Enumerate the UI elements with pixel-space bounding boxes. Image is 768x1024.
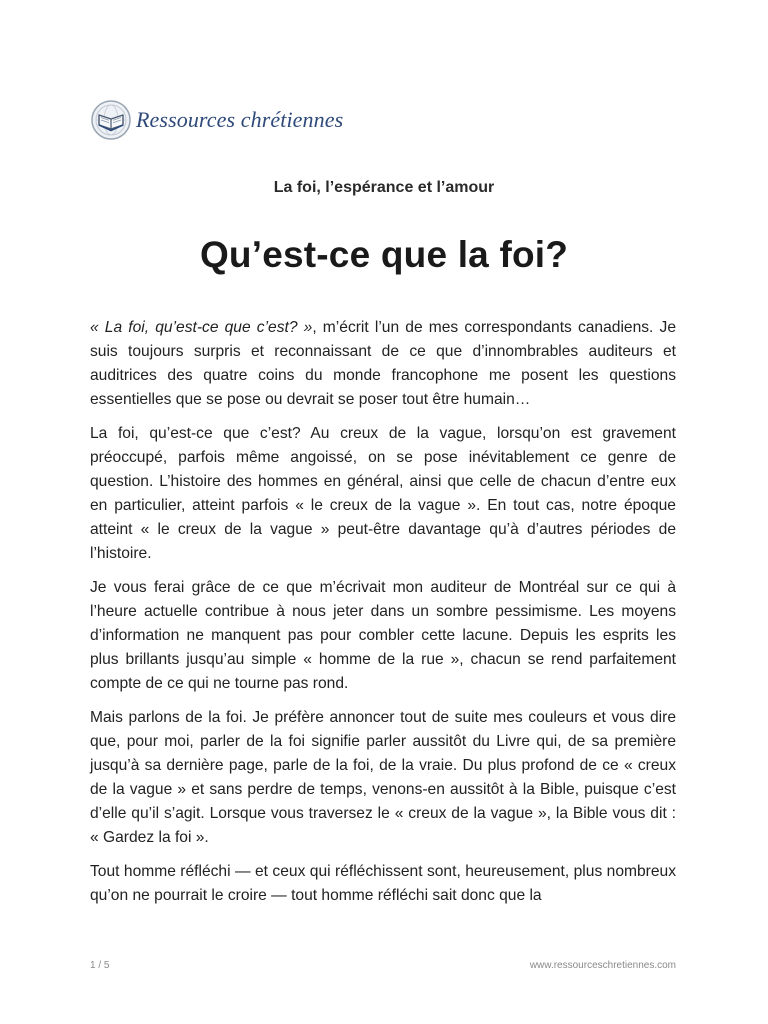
paragraph-2: La foi, qu’est-ce que c’est? Au creux de la vague, lorsqu’on est gravement préoccupé, parfois même angoissé, on se pose inévitablement ce genre de question. L’histoire des hommes en général, ainsi que celle de chacun d’entre eux en particulier, atteint parfois « le creux de la vague ». En tout cas, notre époque atteint « le creux de la vague » peut-être davantage qu’à d’autres périodes de l’histoire. [90, 425, 676, 562]
logo-wordmark: Ressources chrétiennes [136, 107, 344, 132]
paragraph-1 [90, 316, 676, 412]
footer-url-link[interactable]: www.ressourceschretiennes.com [529, 960, 676, 971]
page-number: 1 / 5 [90, 960, 110, 971]
series-title: La foi, l’espérance et l’amour [273, 179, 495, 196]
paragraph-text: , m’écrit l’un de mes correspondants canadiens. Je suis toujours surpris et reconnaissant de ce que d’innombrables auditeurs et auditrices des quatre coins du monde francophone me posent les questions essentielles que se pose ou devrait se poser tout être humain… [90, 319, 676, 408]
paragraph-5: Tout homme réfléchi — et ceux qui réfléchissent sont, heureusement, plus nombreux qu’on ne pourrait le croire — tout homme réfléchi sait donc que la [90, 863, 676, 904]
site-logo[interactable] [90, 99, 343, 141]
paragraph-3: Je vous ferai grâce de ce que m’écrivait mon auditeur de Montréal sur ce qui à l’heure actuelle contribue à nous jeter dans un sombre pessimisme. Les moyens d’information ne manquent pas pour combler cette lacune. Depuis les esprits les plus brillants jusqu’au simple « homme de la rue », chacun se rend parfaitement compte de ce qui ne tourne pas rond. [90, 579, 676, 692]
quoted-question: « La foi, qu’est-ce que c’est? » [90, 319, 313, 336]
book-globe-icon [90, 99, 132, 141]
page-title: Qu’est-ce que la foi? [199, 234, 569, 275]
article-body [90, 316, 676, 918]
paragraph-4: Mais parlons de la foi. Je préfère annoncer tout de suite mes couleurs et vous dire que, pour moi, parler de la foi signifie parler aussitôt du Livre qui, de sa première jusqu’à sa dernière page, parle de la foi, de la vraie. Du plus profond de ce « creux de la vague » et sans perdre de temps, venons-en aussitôt à la Bible, puisque c’est d’elle qu’il s’agit. Lorsque vous traversez le « creux de la vague », la Bible vous dit : « Gardez la foi ». [90, 709, 676, 846]
